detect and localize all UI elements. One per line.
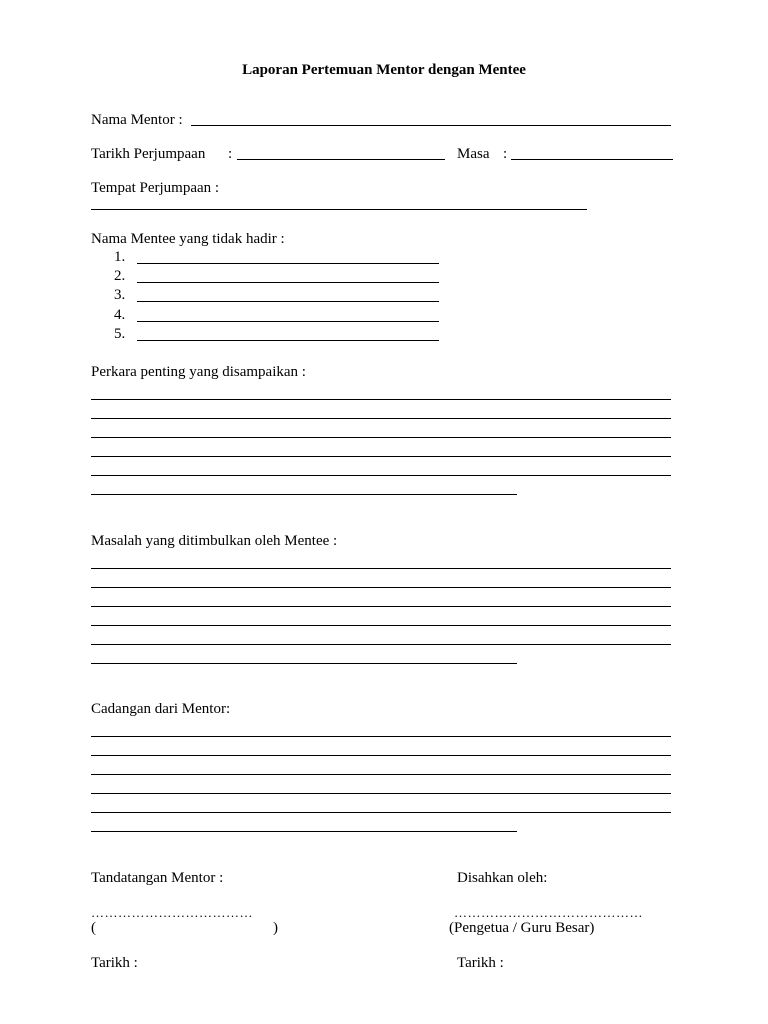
cadangan-line[interactable] bbox=[91, 793, 671, 794]
mentor-signature-line[interactable]: ……………………………… bbox=[91, 905, 253, 920]
absent-mentee-field[interactable] bbox=[137, 282, 439, 283]
cadangan-label: Cadangan dari Mentor: bbox=[91, 701, 231, 717]
perkara-line[interactable] bbox=[91, 475, 671, 476]
absent-mentee-field[interactable] bbox=[137, 301, 439, 302]
absent-mentee-number: 5. bbox=[114, 326, 126, 342]
masa-colon: : bbox=[503, 146, 508, 162]
mentor-name-close-paren: ) bbox=[273, 920, 278, 936]
absent-mentee-number: 3. bbox=[114, 287, 126, 303]
masa-field[interactable] bbox=[511, 159, 673, 160]
masa-label: Masa bbox=[457, 146, 490, 162]
nama-mentor-label: Nama Mentor : bbox=[91, 112, 183, 128]
absent-mentees-label: Nama Mentee yang tidak hadir : bbox=[91, 231, 285, 247]
tarikh-right-label: Tarikh : bbox=[457, 955, 504, 971]
perkara-label: Perkara penting yang disampaikan : bbox=[91, 364, 306, 380]
cadangan-line[interactable] bbox=[91, 831, 517, 832]
cadangan-line[interactable] bbox=[91, 774, 671, 775]
tarikh-perjumpaan-label: Tarikh Perjumpaan bbox=[91, 146, 206, 162]
cadangan-line[interactable] bbox=[91, 755, 671, 756]
cadangan-line[interactable] bbox=[91, 812, 671, 813]
absent-mentee-number: 2. bbox=[114, 268, 126, 284]
masalah-line[interactable] bbox=[91, 663, 517, 664]
perkara-line[interactable] bbox=[91, 418, 671, 419]
tandatangan-mentor-label: Tandatangan Mentor : bbox=[91, 870, 224, 886]
pengetua-label: (Pengetua / Guru Besar) bbox=[449, 920, 595, 936]
absent-mentee-field[interactable] bbox=[137, 321, 439, 322]
perkara-line[interactable] bbox=[91, 437, 671, 438]
tempat-perjumpaan-field[interactable] bbox=[91, 209, 587, 210]
masalah-line[interactable] bbox=[91, 644, 671, 645]
tempat-perjumpaan-label: Tempat Perjumpaan : bbox=[91, 180, 220, 196]
absent-mentee-field[interactable] bbox=[137, 263, 439, 264]
absent-mentee-number: 1. bbox=[114, 249, 126, 265]
tarikh-left-label: Tarikh : bbox=[91, 955, 138, 971]
absent-mentee-field[interactable] bbox=[137, 340, 439, 341]
tarikh-perjumpaan-field[interactable] bbox=[237, 159, 445, 160]
perkara-line[interactable] bbox=[91, 494, 517, 495]
masalah-line[interactable] bbox=[91, 587, 671, 588]
nama-mentor-field[interactable] bbox=[191, 125, 671, 126]
tarikh-colon: : bbox=[228, 146, 233, 162]
page-title: Laporan Pertemuan Mentor dengan Mentee bbox=[242, 62, 526, 78]
masalah-label: Masalah yang ditimbulkan oleh Mentee : bbox=[91, 533, 338, 549]
masalah-line[interactable] bbox=[91, 606, 671, 607]
perkara-line[interactable] bbox=[91, 399, 671, 400]
disahkan-signature-line[interactable]: …………………………………… bbox=[454, 905, 643, 920]
perkara-line[interactable] bbox=[91, 456, 671, 457]
cadangan-line[interactable] bbox=[91, 736, 671, 737]
masalah-line[interactable] bbox=[91, 568, 671, 569]
disahkan-oleh-label: Disahkan oleh: bbox=[457, 870, 548, 886]
absent-mentee-number: 4. bbox=[114, 307, 126, 323]
mentor-name-open-paren: ( bbox=[91, 920, 96, 936]
masalah-line[interactable] bbox=[91, 625, 671, 626]
